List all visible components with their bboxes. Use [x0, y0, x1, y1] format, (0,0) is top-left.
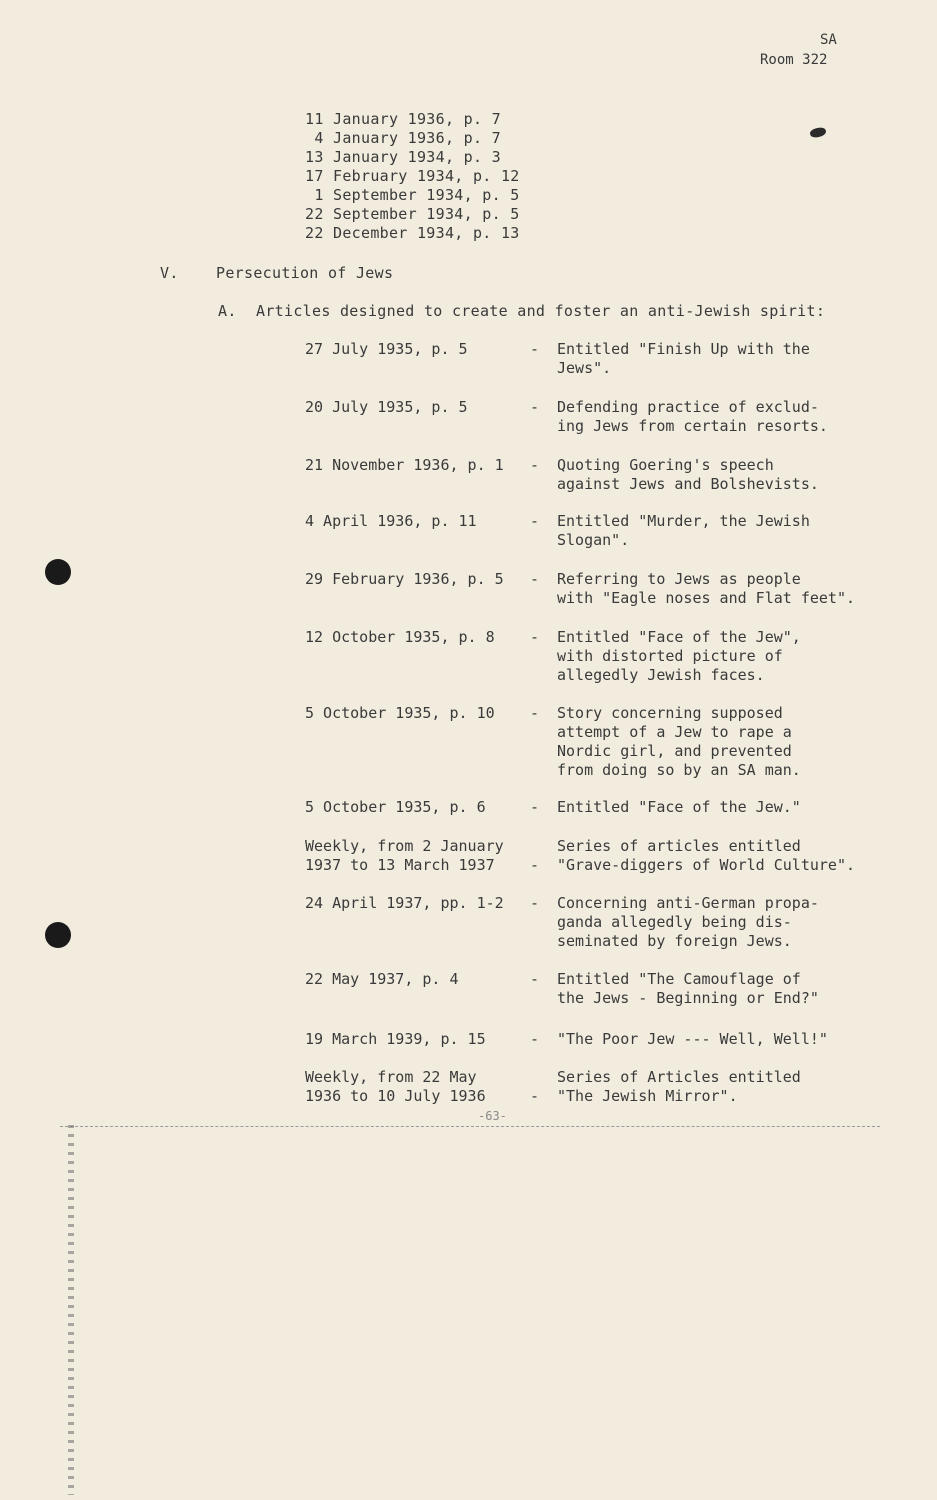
fold-line: [60, 1126, 880, 1127]
reference-item: 22 September 1934, p. 5: [305, 205, 520, 223]
article-date: 21 November 1936, p. 1: [305, 456, 504, 474]
article-description: Quoting Goering's speech against Jews and Bolshevists.: [557, 456, 819, 493]
article-description: "The Poor Jew --- Well, Well!": [557, 1030, 828, 1048]
subsection-letter: A.: [218, 302, 237, 320]
article-date: 5 October 1935, p. 10: [305, 704, 495, 722]
dash-separator: -: [530, 970, 540, 988]
article-description: Defending practice of exclud- ing Jews from certain resorts.: [557, 398, 828, 435]
header-room: Room 322: [760, 52, 828, 68]
page-number: -63-: [478, 1109, 507, 1123]
article-date: 22 May 1937, p. 4: [305, 970, 459, 988]
dash-separator: -: [530, 704, 540, 722]
reference-item: 1 September 1934, p. 5: [305, 186, 520, 204]
article-date: 12 October 1935, p. 8: [305, 628, 495, 646]
punch-hole: [45, 922, 71, 948]
dash-separator: -: [530, 894, 540, 912]
reference-item: 13 January 1934, p. 3: [305, 148, 501, 166]
article-description: Concerning anti-German propa- ganda allegedly being dis- seminated by foreign Jews.: [557, 894, 819, 950]
dash-separator: -: [530, 1087, 540, 1105]
article-description: Entitled "Face of the Jew", with distorted picture of allegedly Jewish faces.: [557, 628, 801, 684]
article-description: Series of Articles entitled "The Jewish Mirror".: [557, 1068, 801, 1105]
article-description: Series of articles entitled "Grave-diggers of World Culture".: [557, 837, 856, 874]
article-date: 20 July 1935, p. 5: [305, 398, 468, 416]
section-title: Persecution of Jews: [216, 264, 394, 282]
header-code: SA: [820, 32, 837, 48]
article-date: Weekly, from 2 January 1937 to 13 March 1937: [305, 837, 504, 874]
reference-list: [305, 110, 520, 243]
reference-item: 17 February 1934, p. 12: [305, 167, 520, 185]
dash-separator: -: [530, 456, 540, 474]
article-date: 5 October 1935, p. 6: [305, 798, 486, 816]
reference-item: 22 December 1934, p. 13: [305, 224, 520, 242]
dash-separator: -: [530, 512, 540, 530]
article-date: 4 April 1936, p. 11: [305, 512, 477, 530]
article-description: Entitled "Murder, the Jewish Slogan".: [557, 512, 810, 549]
torn-edge: [68, 1125, 74, 1495]
article-description: Entitled "The Camouflage of the Jews - Beginning or End?": [557, 970, 819, 1007]
article-date: 24 April 1937, pp. 1-2: [305, 894, 504, 912]
reference-item: 4 January 1936, p. 7: [305, 129, 501, 147]
article-date: 19 March 1939, p. 15: [305, 1030, 486, 1048]
section-numeral: V.: [160, 264, 179, 282]
article-date: Weekly, from 22 May 1936 to 10 July 1936: [305, 1068, 486, 1105]
article-description: Entitled "Face of the Jew.": [557, 798, 801, 816]
article-date: 29 February 1936, p. 5: [305, 570, 504, 588]
ink-mark: [809, 126, 827, 138]
article-date: 27 July 1935, p. 5: [305, 340, 468, 358]
article-description: Story concerning supposed attempt of a Jew to rape a Nordic girl, and prevented from doing so by an SA man.: [557, 704, 801, 779]
punch-hole: [45, 559, 71, 585]
reference-item: 11 January 1936, p. 7: [305, 110, 501, 128]
article-description: Referring to Jews as people with "Eagle noses and Flat feet".: [557, 570, 856, 607]
dash-separator: -: [530, 1030, 540, 1048]
dash-separator: -: [530, 798, 540, 816]
dash-separator: -: [530, 856, 540, 874]
dash-separator: -: [530, 570, 540, 588]
subsection-title: Articles designed to create and foster an anti-Jewish spirit:: [256, 302, 826, 320]
dash-separator: -: [530, 628, 540, 646]
dash-separator: -: [530, 398, 540, 416]
article-description: Entitled "Finish Up with the Jews".: [557, 340, 810, 377]
dash-separator: -: [530, 340, 540, 358]
